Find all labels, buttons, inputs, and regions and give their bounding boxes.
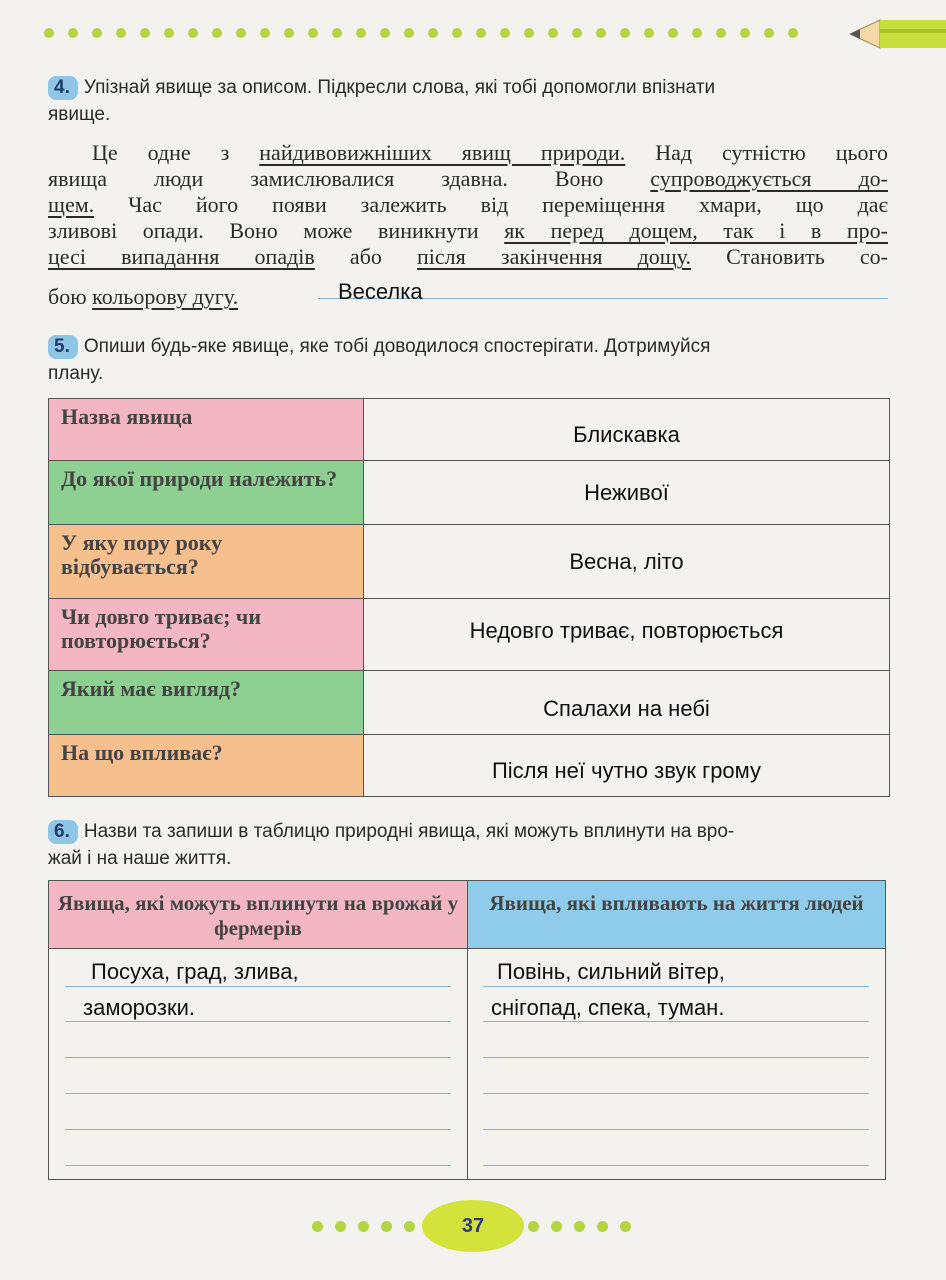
task4-answer[interactable]: Веселка [338,279,423,304]
task6-left-line-2[interactable]: заморозки. [83,995,196,1020]
task6-right-line-1[interactable]: Повінь, сильний вітер, [497,959,725,984]
task6-header-left: Явища, які можуть вплинути на врожай у фермерів [49,881,468,949]
plan-label-influence: На що впливає? [49,735,364,797]
plan-value-duration[interactable]: Недовго триває, повторюється [364,599,890,671]
task6-left-line-1[interactable]: Посуха, град, злива, [91,959,299,984]
task6-number-badge: 6. [48,820,78,844]
plan-label-nature: До якої природи належить? [49,461,364,525]
page-footer [0,1196,946,1256]
task4-passage: Це одне з найдивовижніших явищ природи. Над сутністю цього явища люди замислювалися здавна. Воно супроводжується до- щем. Час його появи залежить від переміщення хмари, що дає зливові опади. Воно може виникнути як перед дощем, так і в про- цесі випадання опадів або після закінчення дощу. Становить со- [48,140,888,269]
plan-value-name[interactable]: Блискавка [364,399,890,461]
footer-dots-right [528,1221,631,1232]
plan-value-influence[interactable]: Після неї чутно звук грому [364,735,890,797]
task6-right-line-2[interactable]: снігопад, спека, туман. [491,995,725,1020]
table-row [49,735,890,797]
table-row [49,599,890,671]
task5-plan-table [48,398,890,797]
footer-dots-left [312,1221,415,1232]
plan-value-appearance[interactable]: Спалахи на небі [364,671,890,735]
table-row [49,461,890,525]
task4-prompt: 4. Упізнай явище за описом. Підкресли слова, які тобі допомогли впізнати явище. [48,77,716,125]
task6-header-right: Явища, які впливають на життя людей [468,881,885,949]
task5-number-badge: 5. [48,335,78,359]
table-row [49,525,890,599]
plan-label-duration: Чи довго триває; чи повторюється? [49,599,364,671]
pencil-icon [850,14,946,54]
top-dots-decoration [44,28,798,38]
task6-table [48,880,886,1180]
task6-prompt: 6. Назви та запиши в таблицю природні явища, які можуть вплинути на вро- жай і на наше життя. [48,821,735,869]
plan-value-nature[interactable]: Неживої [364,461,890,525]
plan-value-season[interactable]: Весна, літо [364,525,890,599]
table-row [49,671,890,735]
table-row [49,399,890,461]
task4-number-badge: 4. [48,76,78,100]
plan-label-season: У яку пору року відбувається? [49,525,364,599]
plan-label-appearance: Який має вигляд? [49,671,364,735]
task4-passage-last-line: бою кольорову дугу. [48,284,239,309]
page-number: 37 [422,1200,524,1252]
plan-label-name: Назва явища [49,399,364,461]
task5-prompt: 5. Опиши будь-яке явище, яке тобі доводилося спостерігати. Дотримуйся плану. [48,336,711,384]
